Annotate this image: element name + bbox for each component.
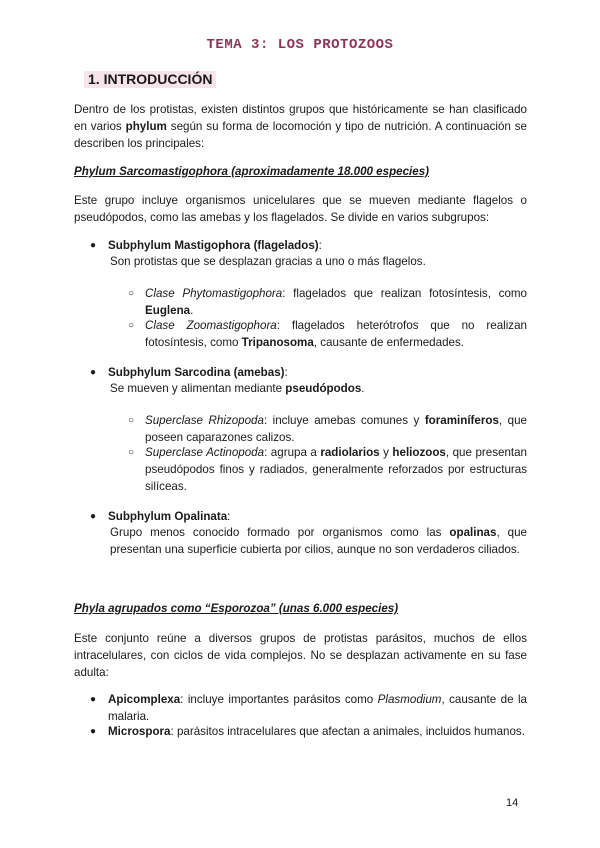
list-item-actinopoda: ○ Superclase Actinopoda: agrupa a radiolarios y heliozoos, que presentan pseudópodos finos y radiados, generalmente reforzados por estructuras silíceas. <box>128 446 528 494</box>
bullet-dot-icon: ● <box>90 367 97 378</box>
bullet-circle-icon: ○ <box>128 320 135 331</box>
bullet-dot-icon: ● <box>90 726 97 737</box>
bullet-microspora: ● Microspora: parásitos intracelulares que afectan a animales, incluidos humanos. <box>90 723 527 757</box>
bullet-dot-icon: ● <box>90 694 97 705</box>
esporozoa-heading: Phyla agrupados como “Esporozoa” (unas 6.000 especies) <box>74 602 399 615</box>
bullet-circle-icon: ○ <box>128 415 135 426</box>
bullet-opalinata: ● Subphylum Opalinata: <box>90 508 527 526</box>
list-item-zoomastigophora: ○ Clase Zoomastigophora: flagelados heterótrofos que no realizan fotosíntesis, como Tripanosoma, causante de enfermedades. <box>128 319 527 350</box>
list-item-phytomastigophora: ○ Clase Phytomastigophora: flagelados que realizan fotosíntesis, como Euglena. <box>128 287 528 318</box>
bullet-apicomplexa: ● Apicomplexa: incluye importantes parásitos como Plasmodium, causante de la malaria. <box>90 693 527 724</box>
sarcodina-text: Se mueven y alimentan mediante pseudópodos. <box>110 382 365 395</box>
page-title: TEMA 3: LOS PROTOZOOS <box>206 37 394 53</box>
sarcomastigophora-description: Este grupo incluye organismos unicelulares que se mueven mediante flagelos o pseudópodos, como las amebas y los flagelados. Se divide en varios subgrupos: <box>74 194 527 225</box>
bullet-dot-icon: ● <box>90 240 97 251</box>
esporozoa-description: Este conjunto reúne a diversos grupos de protistas parásitos, muchos de ellos intracelulares, con ciclos de vida complejos. No se desplazan activamente en su fase adulta: <box>74 632 527 680</box>
bullet-sarcodina: ● Subphylum Sarcodina (amebas): <box>90 364 527 382</box>
section-heading: 1. INTRODUCCIÓN <box>84 71 216 88</box>
list-item-rhizopoda: ○ Superclase Rhizopoda: incluye amebas comunes y foraminíferos, que poseen caparazones calizos. <box>128 414 527 445</box>
bullet-circle-icon: ○ <box>128 288 135 299</box>
page-number: 14 <box>506 797 519 809</box>
bullet-mastigophora: ● Subphylum Mastigophora (flagelados): <box>90 237 527 255</box>
mastigophora-text: Son protistas que se desplazan gracias a uno o más flagelos. <box>110 255 426 268</box>
intro-paragraph: Dentro de los protistas, existen distintos grupos que históricamente se han clasificado en varios phylum según su forma de locomoción y tipo de nutrición. A continuación se describen los principales: <box>74 103 527 151</box>
sarcomastigophora-heading: Phylum Sarcomastigophora (aproximadamente 18.000 especies) <box>74 165 430 178</box>
opalinata-text: Grupo menos conocido formado por organismos como las opalinas, que presentan una superficie cubierta por cilios, aunque no son verdaderos ciliados. <box>110 526 527 557</box>
bullet-dot-icon: ● <box>90 511 97 522</box>
bullet-circle-icon: ○ <box>128 447 135 458</box>
